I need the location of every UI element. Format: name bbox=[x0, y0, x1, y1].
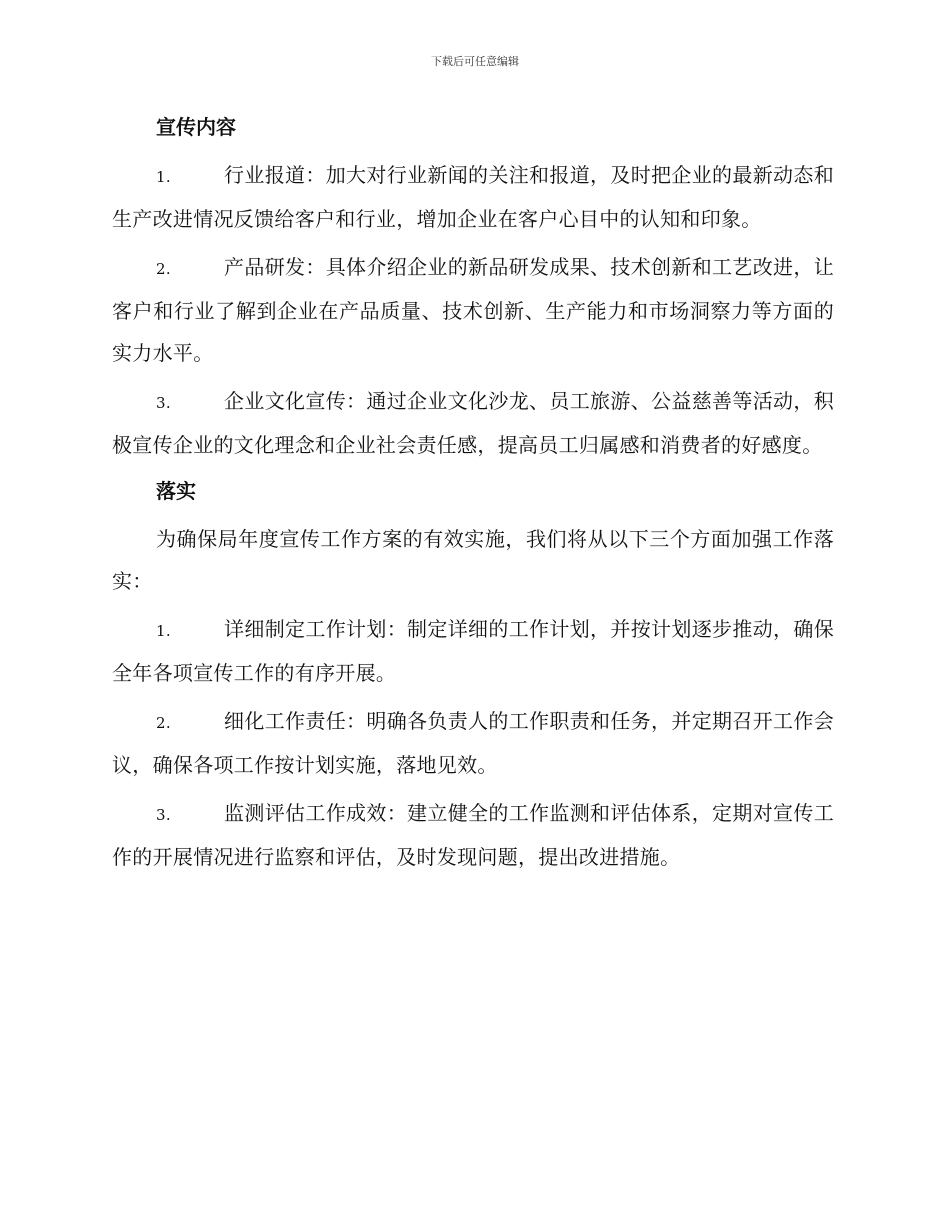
list-item bbox=[112, 154, 834, 240]
list-item-number: 3. bbox=[156, 394, 171, 412]
list-item bbox=[112, 246, 834, 374]
list-item-text: 详细制定工作计划：制定详细的工作计划，并按计划逐步推动，确保全年各项宣传工作的有序开展。 bbox=[112, 617, 834, 685]
list-item bbox=[112, 700, 834, 786]
list-item bbox=[112, 608, 834, 694]
section-intro-paragraph: 为确保局年度宣传工作方案的有效实施，我们将从以下三个方面加强工作落实： bbox=[112, 527, 834, 593]
list-item-number: 2. bbox=[156, 260, 171, 278]
list-item-number: 1. bbox=[156, 168, 171, 186]
list-item-text: 监测评估工作成效：建立健全的工作监测和评估体系，定期对宣传工作的开展情况进行监察和评估，及时发现问题，提出改进措施。 bbox=[112, 801, 834, 869]
list-item-number: 1. bbox=[156, 622, 171, 640]
list-item bbox=[112, 380, 834, 466]
list-item-text: 细化工作责任：明确各负责人的工作职责和任务，并定期召开工作会议，确保各项工作按计划实施，落地见效。 bbox=[112, 709, 834, 777]
list-item-text: 企业文化宣传：通过企业文化沙龙、员工旅游、公益慈善等活动，积极宣传企业的文化理念和企业社会责任感，提高员工归属感和消费者的好感度。 bbox=[112, 389, 834, 457]
section-heading-publicity-content: 宣传内容 bbox=[156, 115, 236, 139]
list-item-text: 行业报道：加大对行业新闻的关注和报道，及时把企业的最新动态和生产改进情况反馈给客户和行业，增加企业在客户心目中的认知和印象。 bbox=[112, 163, 834, 231]
list-item-text: 产品研发：具体介绍企业的新品研发成果、技术创新和工艺改进，让客户和行业了解到企业在产品质量、技术创新、生产能力和市场洞察力等方面的实力水平。 bbox=[112, 255, 834, 365]
section-heading-implementation: 落实 bbox=[156, 479, 196, 503]
list-item-number: 3. bbox=[156, 806, 171, 824]
page-header: 下载后可任意编辑 bbox=[431, 55, 519, 68]
list-item bbox=[112, 792, 834, 878]
document-body bbox=[112, 108, 834, 884]
list-item-number: 2. bbox=[156, 714, 171, 732]
